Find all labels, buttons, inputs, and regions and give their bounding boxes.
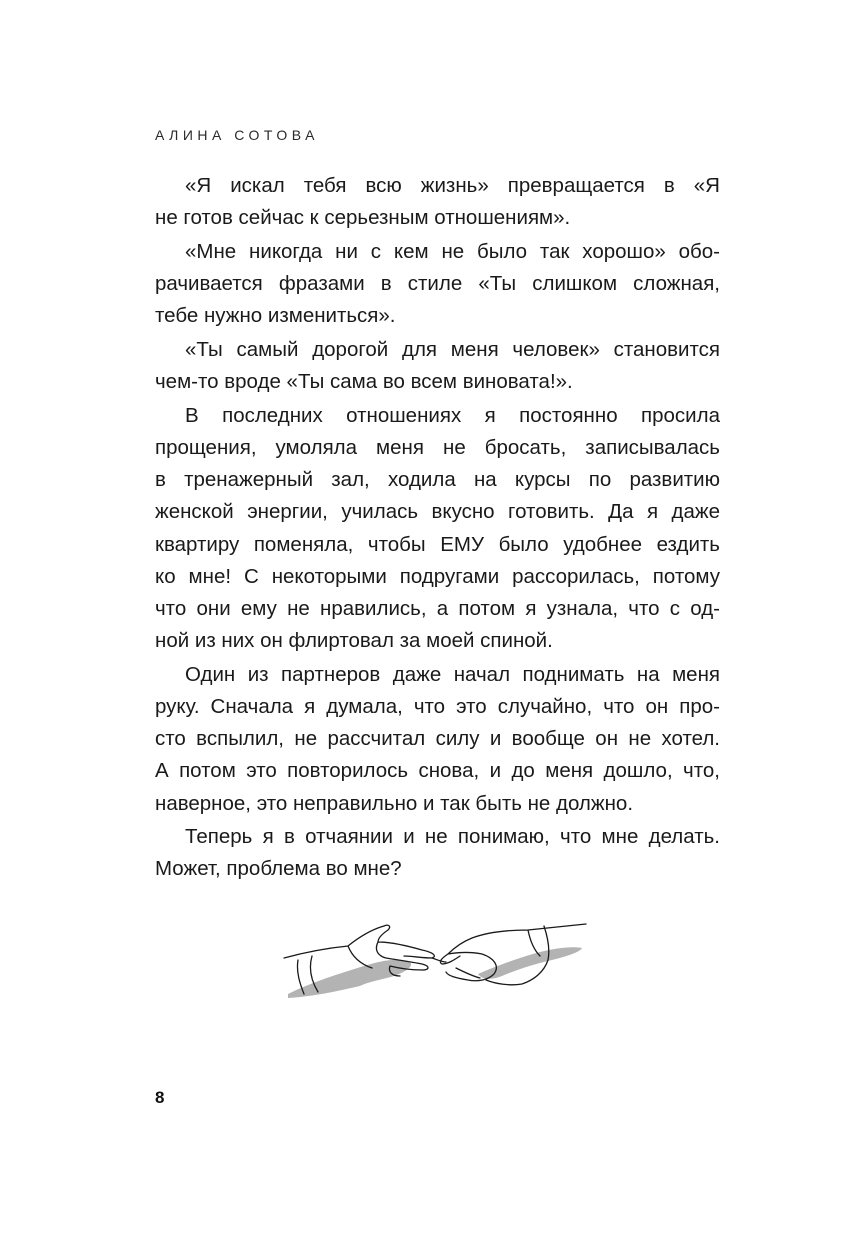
text-line: ко мне! С некоторыми подругами рассорилась, потому bbox=[155, 564, 720, 588]
text-line: В последних отношениях я постоянно просила bbox=[185, 403, 720, 427]
text-line: сто вспылил, не рассчитал силу и вообще он не хотел. bbox=[155, 727, 720, 751]
text-line: квартиру поменяла, чтобы ЕМУ было удобнее ездить bbox=[155, 532, 720, 556]
text-line: тебе нужно измениться». bbox=[155, 304, 396, 328]
text-line: прощения, умоляла меня не бросать, записывалась bbox=[155, 436, 720, 459]
text-line: А потом это повторилось снова, и до меня дошло, что, bbox=[155, 759, 720, 783]
text-line: Один из партнеров даже начал поднимать на меня bbox=[185, 662, 720, 686]
running-head: АЛИНА СОТОВА bbox=[155, 127, 319, 143]
text-line: рачивается фразами в стиле «Ты слишком сложная, bbox=[155, 272, 720, 296]
text-line: «Ты самый дорогой для меня человек» становится bbox=[185, 337, 720, 361]
page-number: 8 bbox=[155, 1088, 165, 1107]
text-line: ной из них он флиртовал за моей спиной. bbox=[155, 629, 553, 653]
text-line: «Мне никогда ни с кем не было так хорошо» обо- bbox=[185, 239, 720, 263]
text-line: не готов сейчас к серьезным отношениям». bbox=[155, 206, 571, 230]
text-line: «Я искал тебя всю жизнь» превращается в «Я bbox=[185, 174, 720, 197]
fingertip-touch-line bbox=[432, 958, 446, 962]
text-line: наверное, это неправильно и так быть не должно. bbox=[155, 791, 634, 815]
text-line: Теперь я в отчаянии и не понимаю, что мне делать. bbox=[185, 825, 720, 849]
text-line: Может, проблема во мне? bbox=[155, 857, 402, 881]
hand-shadow-left bbox=[288, 960, 411, 998]
body-text bbox=[155, 170, 720, 886]
reaching-hands-icon bbox=[282, 916, 588, 1002]
text-line: руку. Сначала я думала, что это случайно, что он про- bbox=[155, 695, 720, 718]
text-line: в тренажерный зал, ходила на курсы по развитию bbox=[155, 468, 720, 492]
text-line: что они ему не нравились, а потом я узнала, что с од- bbox=[155, 596, 720, 620]
text-line: женской энергии, училась вкусно готовить. Да я даже bbox=[155, 500, 720, 524]
text-line: чем-то вроде «Ты сама во всем виновата!». bbox=[155, 370, 573, 394]
